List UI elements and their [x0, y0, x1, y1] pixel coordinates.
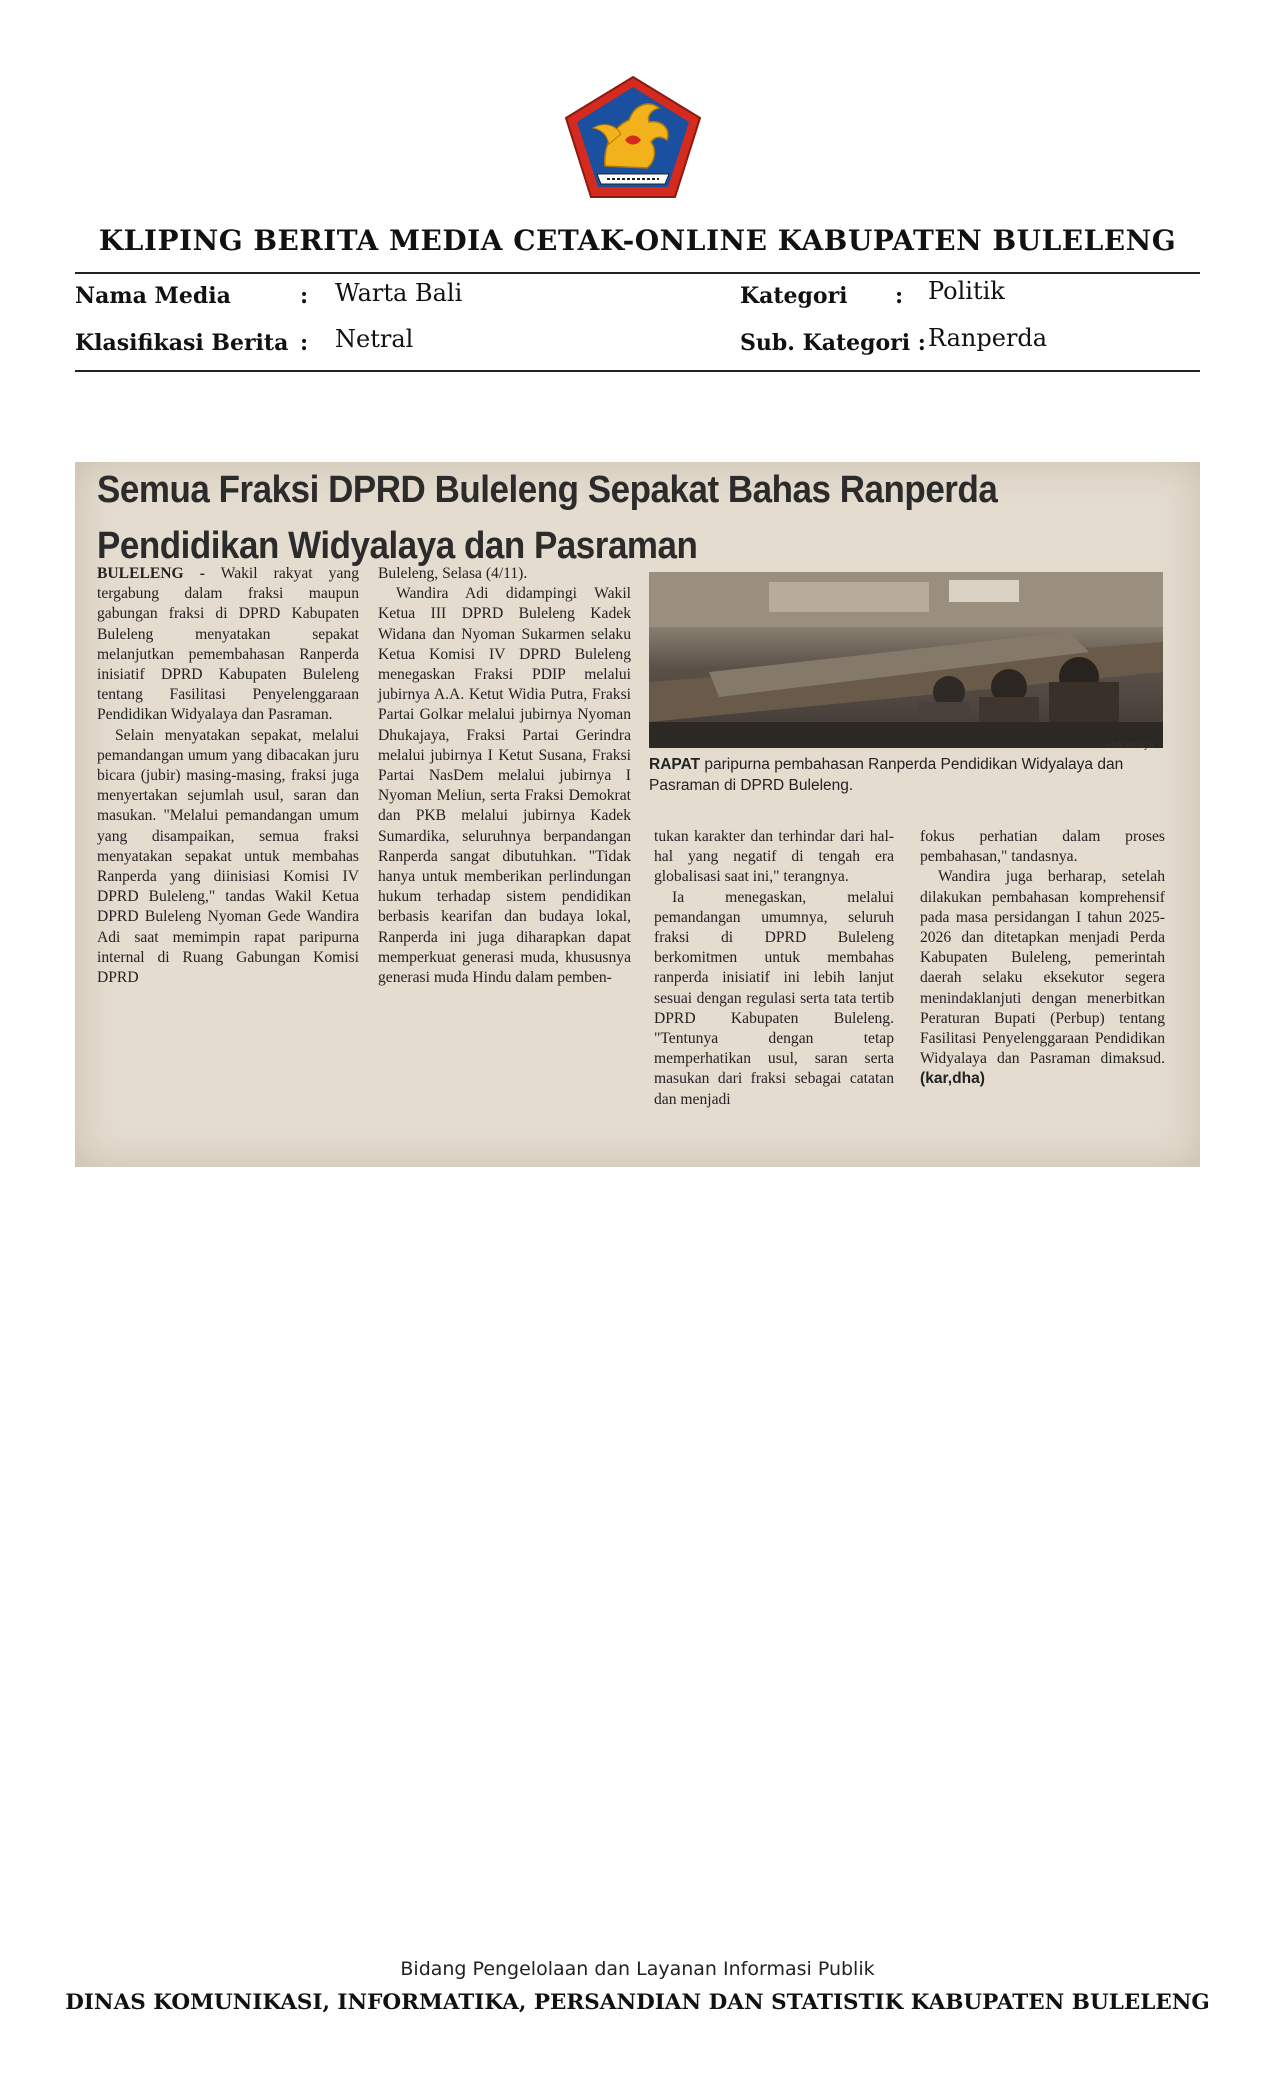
col3-paragraph-1: tukan karakter dan terhindar dari hal-hal yang negatif di tengah era globalisasi saat ini," terangnya.: [654, 828, 894, 886]
subkategori-label: Sub. Kategori :: [740, 330, 926, 356]
caption-text: paripurna pembahasan Ranperda Pendidikan Widyalaya dan Pasraman di DPRD Buleleng.: [649, 756, 1124, 794]
article-column-3: [654, 827, 894, 1110]
kategori-colon: :: [895, 283, 904, 309]
article-headline: [97, 462, 1091, 574]
headline-line-1: Semua Fraksi DPRD Buleleng Sepakat Bahas Ranperda: [97, 469, 998, 511]
col1-paragraph-2: Selain menyatakan sepakat, melalui pemandangan umum yang dibacakan juru bicara (jubir) masing-masing, fraksi juga menyertakan sejumlah usul, saran dan masukan. "Melalui pemandangan umum yang disampaikan, semua fraksi menyatakan sepakat untuk membahas Ranperda yang diinisiasi Komisi IV DPRD Buleleng," tandas Wakil Ketua DPRD Buleleng Nyoman Gede Wandira Adi saat memimpin rapat paripurna internal di Ruang Gabungan Komisi DPRD: [97, 726, 359, 987]
col3-paragraph-2: Ia menegaskan, melalui pemandangan umumnya, seluruh fraksi di DPRD Buleleng berkomitmen untuk membahas ranperda inisiatif ini lebih lanjut sesuai dengan regulasi serta tata tertib DPRD Kabupaten Buleleng. "Tentunya dengan tetap memperhatikan usul, saran serta masukan dari fraksi sebagai catatan dan menjadi: [654, 888, 894, 1108]
article-signoff: (kar,dha): [920, 1070, 985, 1088]
header-divider-top: [75, 272, 1200, 274]
media-label: Nama Media: [75, 283, 231, 309]
newspaper-clipping: [75, 462, 1200, 1167]
klasifikasi-label: Klasifikasi Berita: [75, 330, 289, 356]
col4-paragraph-2: Wandira juga berharap, setelah dilakukan pembahasan komprehensif pada masa persidangan I tahun 2025-2026 dan ditetapkan menjadi Perda Kabupaten Buleleng, pemerintah daerah selaku eksekutor segera menindaklanjuti dengan menerbitkan Peraturan Bupati (Perbup) tentang Fasilitasi Penyelenggaraan Pendidikan Widyalaya dan Pasraman dimaksud.: [920, 868, 1165, 1068]
article-column-1: [97, 564, 359, 988]
caption-lead: RAPAT: [649, 756, 701, 773]
footer-agency: DINAS KOMUNIKASI, INFORMATIKA, PERSANDIAN DAN STATISTIK KABUPATEN BULELENG: [65, 1990, 1210, 2015]
meeting-photo-illustration: [649, 572, 1163, 748]
article-column-2: [378, 564, 631, 988]
article-column-4: [920, 827, 1165, 1090]
media-value: Warta Bali: [335, 279, 463, 307]
col1-paragraph-1: Wakil rakyat yang tergabung dalam fraksi maupun gabungan fraksi di DPRD Kabupaten Buleleng menyatakan sepakat melanjutkan pemembahasan Ranperda inisiatif DPRD Kabupaten Buleleng tentang Fasilitasi Penyelenggaraan Pendidikan Widyalaya dan Pasraman.: [97, 565, 359, 724]
article-dateline: BULELENG -: [97, 565, 205, 582]
article-photo: [649, 572, 1163, 748]
col2-paragraph-2: Wandira Adi didampingi Wakil Ketua III DPRD Buleleng Kadek Widana dan Nyoman Sukarmen selaku Ketua Komisi IV DPRD Buleleng menegaskan Fraksi PDIP melalui jubirnya A.A. Ketut Widia Putra, Fraksi Partai Golkar melalui jubirnya Nyoman Dhukajaya, Fraksi Partai Gerindra melalui jubirnya I Ketut Susana, Fraksi Partai NasDem melalui jubirnya I Nyoman Meliun, serta Fraksi Demokrat dan PKB melalui jubirnya Kadek Sumardika, seluruhnya berpandangan Ranperda sangat dibutuhkan. "Tidak hanya untuk memberikan perlindungan hukum terhadap sistem pendidikan berbasis kearifan dan budaya lokal, Ranperda ini juga diharapkan dapat memperkuat generasi muda, khususnya generasi muda Hindu dalam pemben-: [378, 585, 631, 987]
header-divider-bottom: [75, 370, 1200, 372]
kabupaten-buleleng-emblem: [563, 74, 703, 200]
document-title: KLIPING BERITA MEDIA CETAK-ONLINE KABUPATEN BULELENG: [98, 224, 1177, 257]
subkategori-value: Ranperda: [928, 324, 1048, 352]
media-colon: :: [300, 283, 309, 309]
klasifikasi-colon: :: [300, 330, 309, 356]
headline-line-2: Pendidikan Widyalaya dan Pasraman: [97, 525, 698, 567]
kategori-value: Politik: [928, 277, 1005, 305]
col4-paragraph-1: fokus perhatian dalam proses pembahasan," tandasnya.: [920, 828, 1165, 866]
col2-paragraph-1: Buleleng, Selasa (4/11).: [378, 565, 528, 582]
photo-caption: [649, 754, 1169, 796]
footer-unit: Bidang Pengelolaan dan Layanan Informasi Publik: [400, 1958, 875, 1980]
photo-credit: wb/karmaya: [1105, 740, 1154, 750]
kategori-label: Kategori: [740, 283, 848, 309]
klasifikasi-value: Netral: [335, 325, 414, 353]
